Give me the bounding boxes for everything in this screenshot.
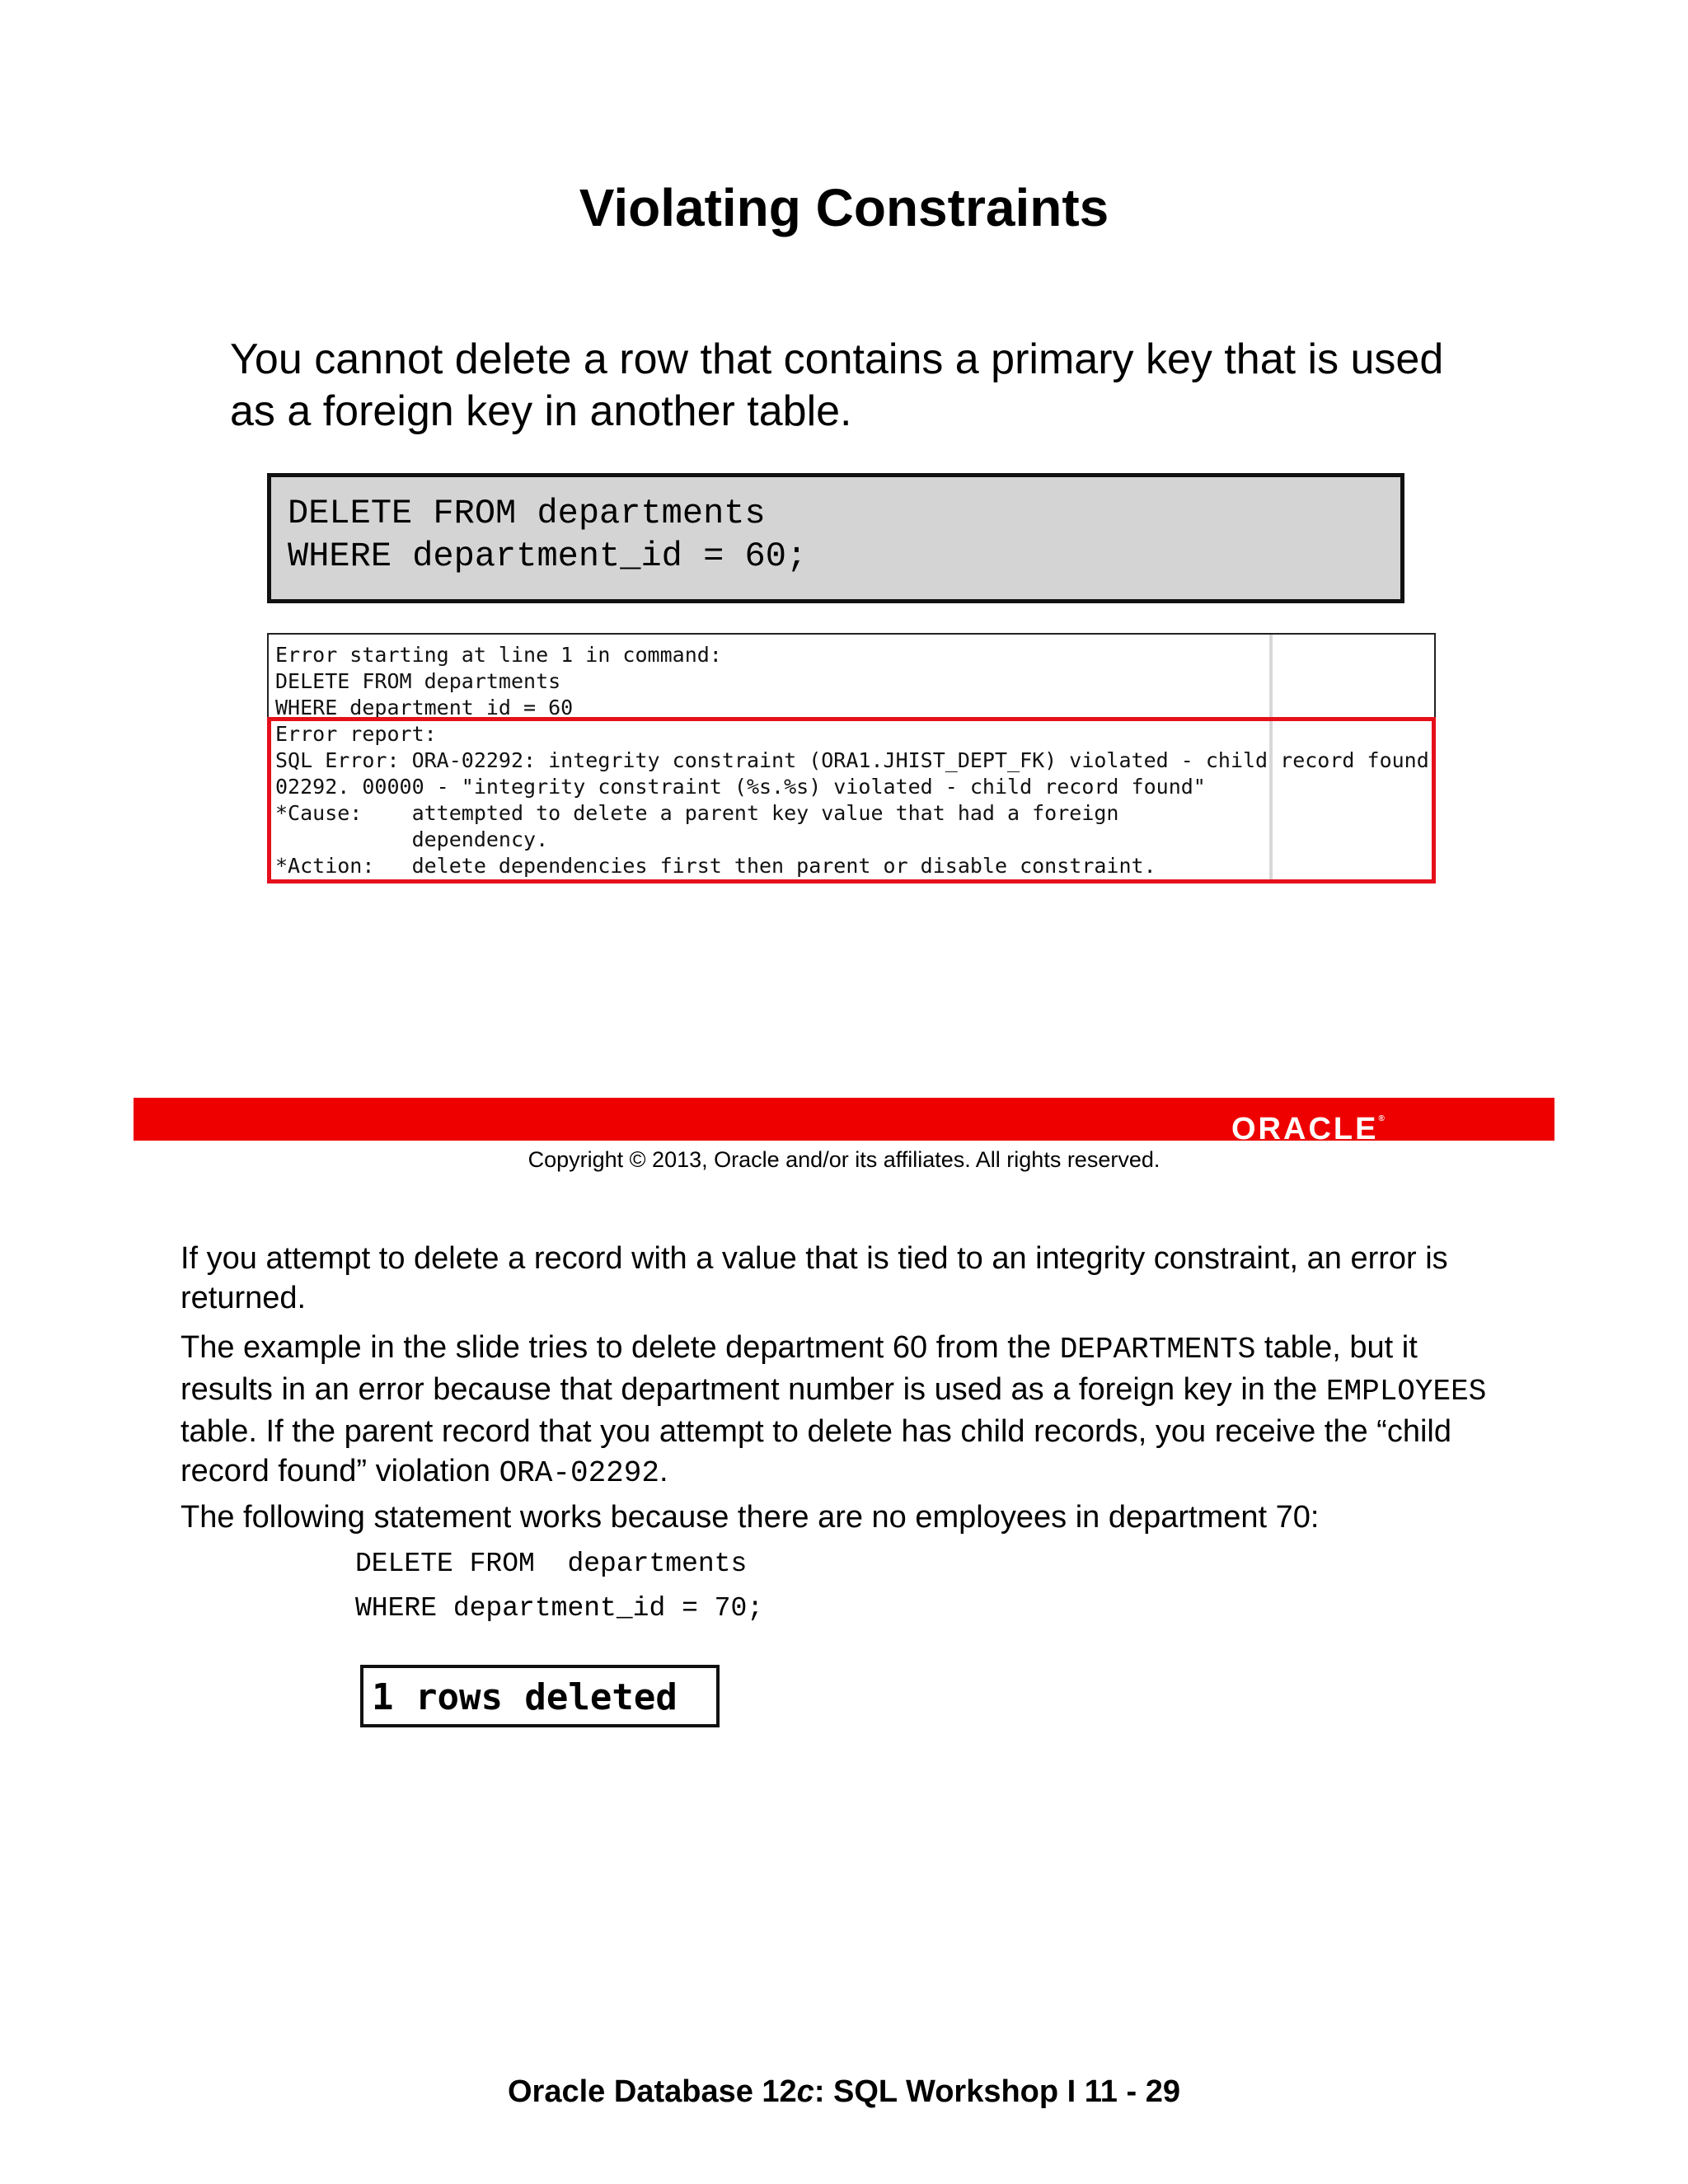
notes-code-line: DELETE FROM departments xyxy=(355,1549,748,1579)
console-line: DELETE FROM departments xyxy=(275,669,561,693)
notes-code-line: WHERE department_id = 70; xyxy=(355,1593,764,1624)
console-line: Error report: xyxy=(275,722,437,746)
notes-paragraph-1: If you attempt to delete a record with a value that is tied to an integrity constraint, an error is returned. xyxy=(181,1241,1448,1315)
page-footer: Oracle Database 12c: SQL Workshop I 11 - 29 xyxy=(508,2074,1180,2109)
sql-code-box xyxy=(267,473,1404,603)
code-line: DELETE FROM departments xyxy=(288,494,766,533)
console-line: Error starting at line 1 in command: xyxy=(275,643,722,667)
code-line: WHERE department_id = 60; xyxy=(288,537,808,576)
console-line: 02292. 00000 - "integrity constraint (%s.%s) violated - child record found" xyxy=(275,775,1206,799)
result-output-box: 1 rows deleted xyxy=(360,1665,720,1727)
slide-bullet-text: You cannot delete a row that contains a primary key that is used as a foreign key in another table. xyxy=(230,335,1444,435)
slide-title: Violating Constraints xyxy=(579,178,1109,237)
notes-paragraph-3: The following statement works because there are no employees in department 70: xyxy=(181,1500,1320,1535)
console-line: *Action: delete dependencies first then parent or disable constraint. xyxy=(275,854,1156,878)
console-line: dependency. xyxy=(275,827,549,851)
copyright-text: Copyright © 2013, Oracle and/or its affiliates. All rights reserved. xyxy=(528,1147,1160,1172)
inline-code-employees: EMPLOYEES xyxy=(1325,1375,1487,1408)
inline-code-error: ORA-02292 xyxy=(499,1456,659,1490)
inline-code-departments: DEPARTMENTS xyxy=(1059,1333,1256,1366)
console-line: SQL Error: ORA-02292: integrity constraint (ORA1.JHIST_DEPT_FK) violated - child record found xyxy=(275,748,1429,772)
oracle-logo: ORACLE® xyxy=(1231,1112,1385,1146)
error-highlight-frame xyxy=(267,717,1436,883)
console-line: WHERE department_id = 60 xyxy=(275,696,574,719)
notes-paragraph-2: The example in the slide tries to delete department 60 from the DEPARTMENTS table, but it results in an error because that department number is used as a foreign key in the EMPLOYEES table. If the parent record that you attempt to delete has child records, you receive the “child record found” violation ORA-02292. xyxy=(181,1330,1487,1490)
console-line: *Cause: attempted to delete a parent key value that had a foreign xyxy=(275,801,1119,825)
